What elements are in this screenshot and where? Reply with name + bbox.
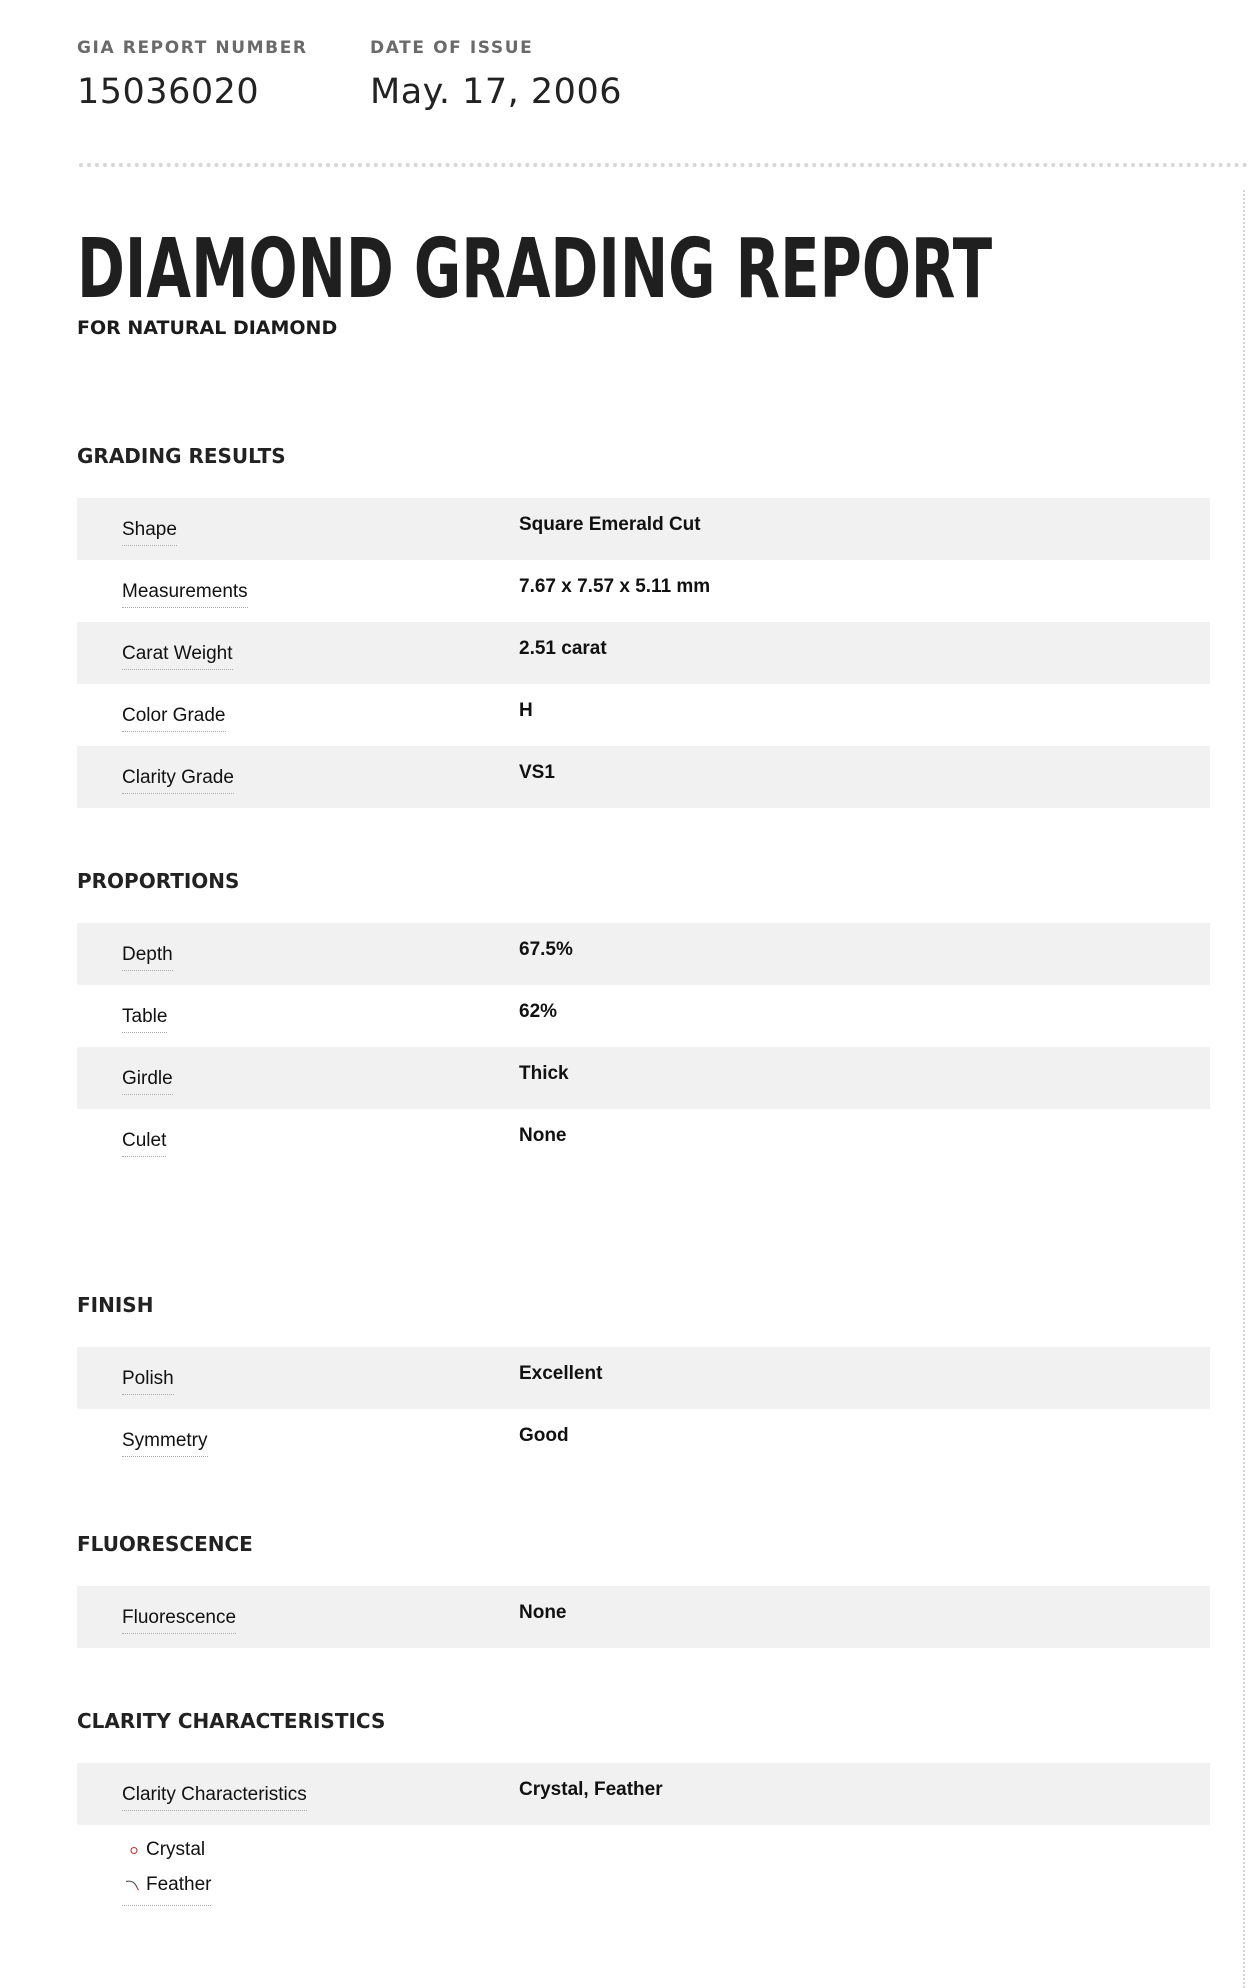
- key-to-symbols[interactable]: [122, 1832, 211, 1906]
- row-value: H: [519, 700, 533, 721]
- list-item: [122, 1832, 211, 1867]
- report-title: DIAMOND GRADING REPORT: [77, 222, 993, 317]
- report-number-label: GIA REPORT NUMBER: [77, 38, 308, 58]
- fluorescence-table: [77, 1586, 1210, 1648]
- table-row: [77, 923, 1210, 985]
- table-row: [77, 498, 1210, 560]
- date-of-issue-label: DATE OF ISSUE: [370, 38, 534, 58]
- row-value: 2.51 carat: [519, 638, 607, 659]
- row-value: None: [519, 1125, 567, 1146]
- crystal-icon: [122, 1838, 146, 1862]
- fluorescence-section: [77, 1529, 1210, 1648]
- row-label[interactable]: Color Grade: [122, 704, 226, 732]
- row-value: 62%: [519, 1001, 558, 1022]
- table-row: [77, 622, 1210, 684]
- header-divider: [79, 163, 1248, 167]
- row-label[interactable]: Carat Weight: [122, 642, 233, 670]
- row-value: Thick: [519, 1063, 569, 1084]
- row-value: Square Emerald Cut: [519, 514, 701, 535]
- table-row: [77, 1409, 1210, 1471]
- row-label[interactable]: Depth: [122, 943, 173, 971]
- row-label[interactable]: Polish: [122, 1367, 174, 1395]
- row-value: 7.67 x 7.57 x 5.11 mm: [519, 576, 711, 597]
- row-label[interactable]: Measurements: [122, 580, 248, 608]
- table-row: [77, 684, 1210, 746]
- grading-results-table: [77, 498, 1210, 808]
- key-label: Crystal: [146, 1839, 206, 1860]
- table-row: [77, 1047, 1210, 1109]
- row-label[interactable]: Symmetry: [122, 1429, 208, 1457]
- section-title: PROPORTIONS: [77, 869, 240, 893]
- feather-icon: [122, 1873, 146, 1897]
- table-row: [77, 1347, 1210, 1409]
- row-label[interactable]: Shape: [122, 518, 177, 546]
- finish-section: [77, 1290, 1210, 1471]
- date-of-issue-block: [370, 36, 622, 114]
- section-title: GRADING RESULTS: [77, 444, 286, 468]
- clarity-characteristics-section: [77, 1706, 1210, 1825]
- row-value: 67.5%: [519, 939, 573, 960]
- report-header: [77, 36, 622, 114]
- clarity-characteristics-table: [77, 1763, 1210, 1825]
- row-value: VS1: [519, 762, 555, 783]
- table-row: [77, 1763, 1210, 1825]
- row-label[interactable]: Girdle: [122, 1067, 173, 1095]
- row-label[interactable]: Clarity Characteristics: [122, 1783, 307, 1811]
- section-title: CLARITY CHARACTERISTICS: [77, 1709, 386, 1733]
- row-value: Crystal, Feather: [519, 1779, 663, 1800]
- proportions-section: [77, 866, 1210, 1171]
- table-row: [77, 746, 1210, 808]
- report-number: 15036020: [77, 72, 260, 112]
- row-value: Good: [519, 1425, 569, 1446]
- proportions-table: [77, 923, 1210, 1171]
- report-number-block: [77, 36, 308, 114]
- side-divider: [1243, 190, 1245, 1988]
- table-row: [77, 1109, 1210, 1171]
- finish-table: [77, 1347, 1210, 1471]
- key-label: Feather: [146, 1874, 212, 1895]
- list-item: [122, 1867, 211, 1902]
- date-of-issue: May. 17, 2006: [370, 72, 622, 112]
- row-value: Excellent: [519, 1363, 603, 1384]
- row-label[interactable]: Fluorescence: [122, 1606, 236, 1634]
- grading-results-section: [77, 441, 1210, 808]
- section-title: FINISH: [77, 1293, 154, 1317]
- section-title: FLUORESCENCE: [77, 1532, 253, 1556]
- row-label[interactable]: Culet: [122, 1129, 166, 1157]
- row-value: None: [519, 1602, 567, 1623]
- report-subtitle: FOR NATURAL DIAMOND: [77, 317, 338, 339]
- table-row: [77, 1586, 1210, 1648]
- row-label[interactable]: Table: [122, 1005, 167, 1033]
- row-label[interactable]: Clarity Grade: [122, 766, 234, 794]
- table-row: [77, 560, 1210, 622]
- table-row: [77, 985, 1210, 1047]
